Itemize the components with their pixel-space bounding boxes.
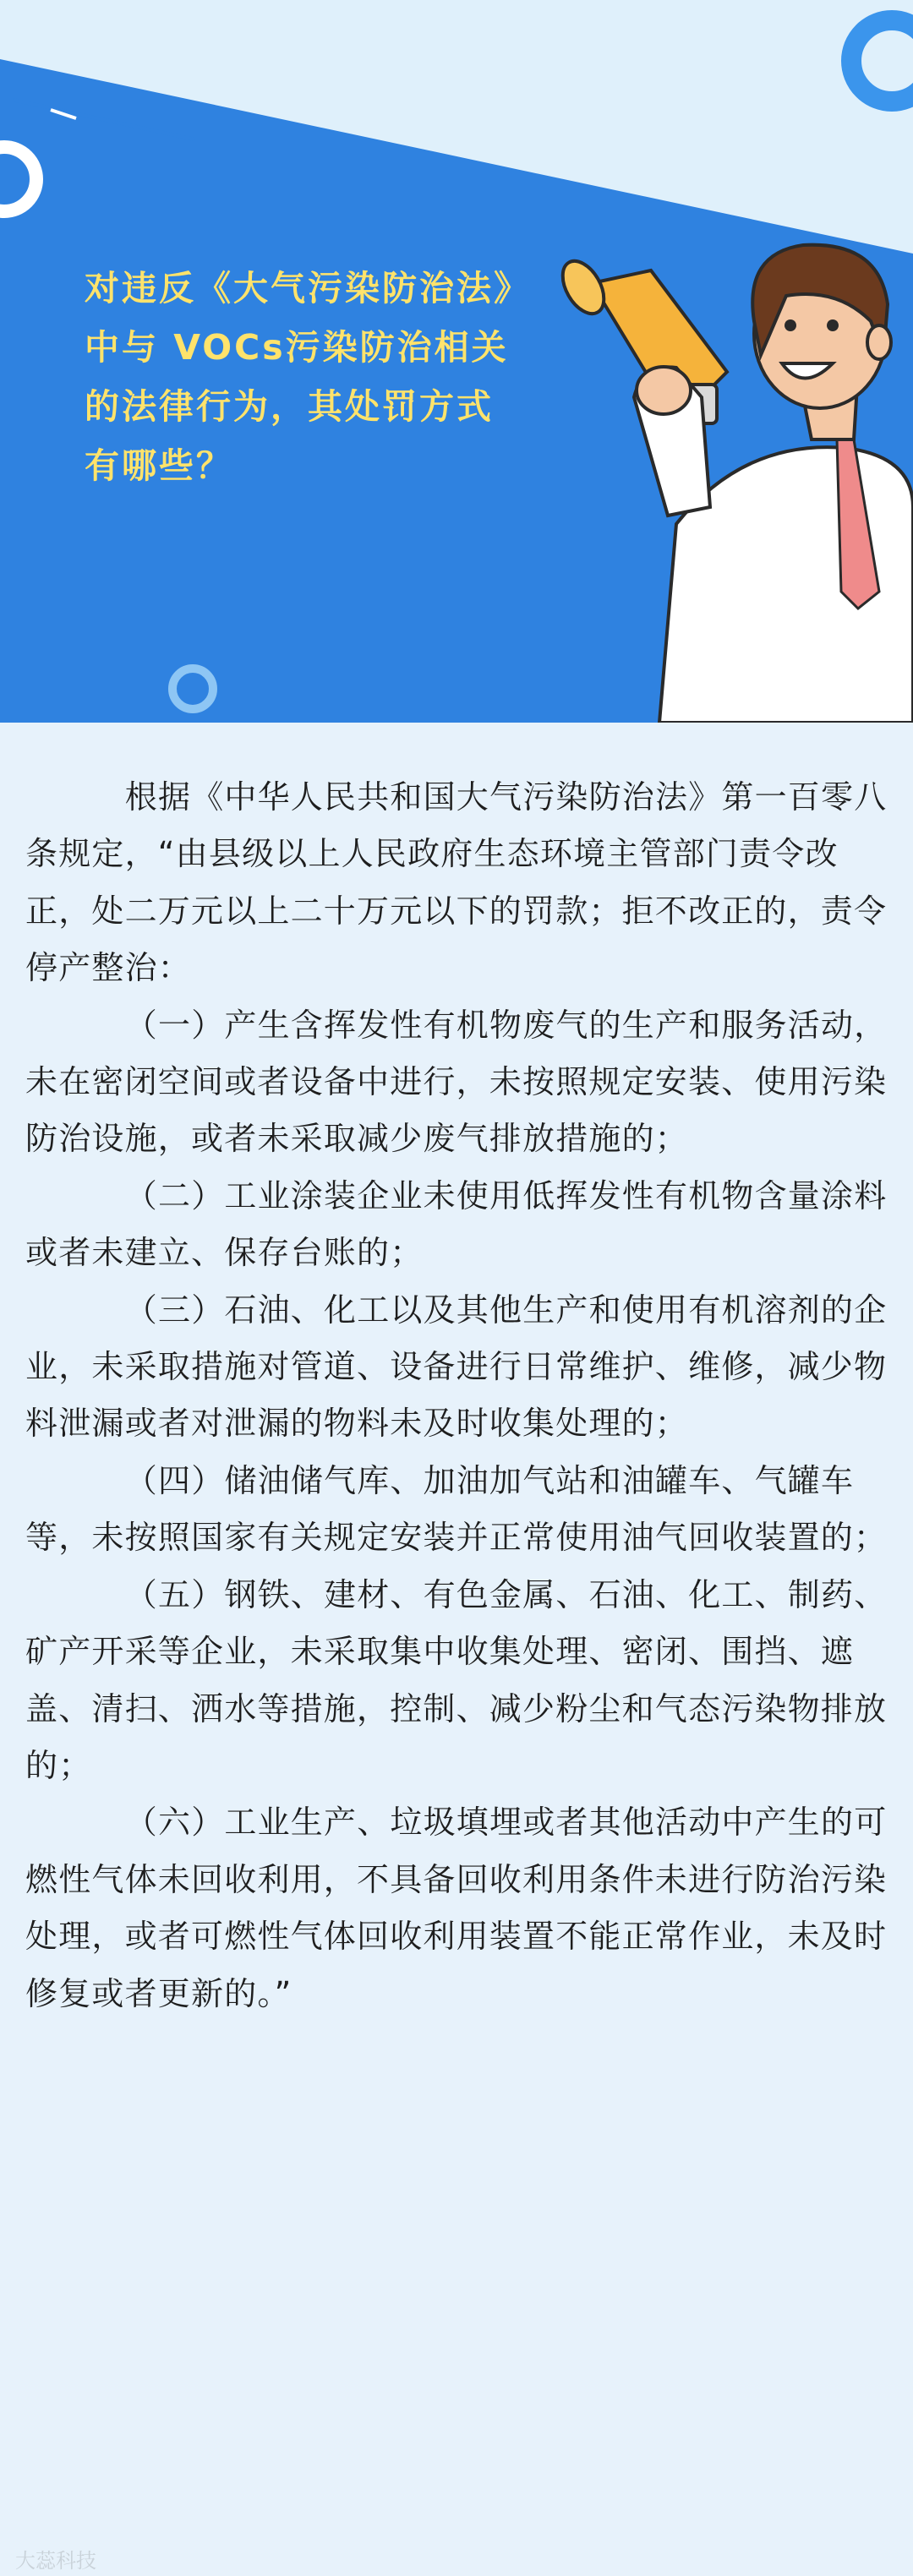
ring-decoration-top-right bbox=[851, 20, 913, 101]
article-body bbox=[25, 769, 888, 2022]
header-banner bbox=[0, 0, 913, 723]
paragraph-intro: 根据《中华人民共和国大气污染防治法》第一百零八条规定，“由县级以上人民政府生态环境主管部门责令改正，处二万元以上二十万元以下的罚款；拒不改正的，责令停产整治： bbox=[25, 778, 888, 987]
paragraph-item-1: （一）产生含挥发性有机物废气的生产和服务活动，未在密闭空间或者设备中进行，未按照规定安装、使用污染防治设施，或者未采取减少废气排放措施的； bbox=[25, 1006, 888, 1158]
banner-title: 对违反《大气污染防治法》中与 VOCs污染防治相关的法律行为，其处罚方式有哪些？ bbox=[85, 268, 514, 486]
paragraph-item-4: （四）储油储气库、加油加气站和油罐车、气罐车等，未按照国家有关规定安装并正常使用油气回收装置的； bbox=[25, 1461, 888, 1557]
paragraph-item-5: （五）钢铁、建材、有色金属、石油、化工、制药、矿产开采等企业，未采取集中收集处理、密闭、围挡、遮盖、清扫、洒水等措施，控制、减少粉尘和气态污染物排放的； bbox=[25, 1575, 888, 1784]
paragraph-item-6: （六）工业生产、垃圾填埋或者其他活动中产生的可燃性气体未回收利用，不具备回收利用条件未进行防治污染处理，或者可燃性气体回收利用装置不能正常作业，未及时修复或者更新的。” bbox=[25, 1804, 888, 2012]
paragraph-item-2: （二）工业涂装企业未使用低挥发性有机物含量涂料或者未建立、保存台账的； bbox=[25, 1176, 888, 1272]
paragraph-item-3: （三）石油、化工以及其他生产和使用有机溶剂的企业，未采取措施对管道、设备进行日常维护、维修，减少物料泄漏或者对泄漏的物料未及时收集处理的； bbox=[25, 1291, 888, 1443]
watermark-text: 大蕊科技 bbox=[15, 2549, 96, 2573]
